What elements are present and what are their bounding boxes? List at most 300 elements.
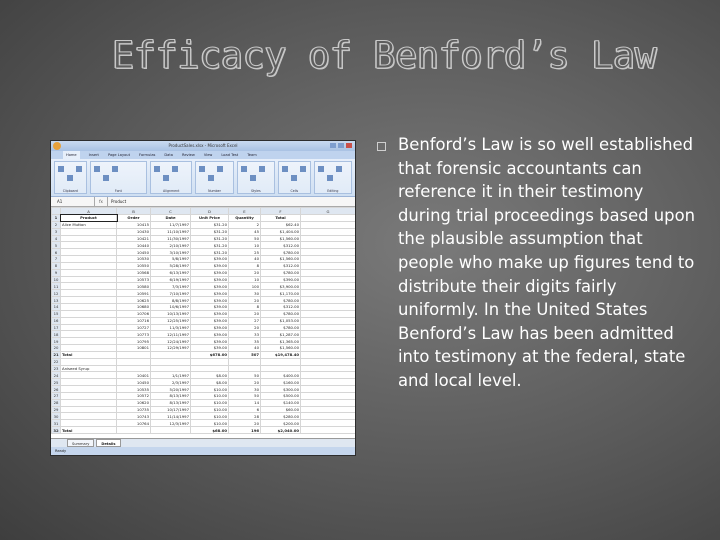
table-cell: $8.00 — [191, 379, 229, 386]
table-cell — [229, 358, 261, 365]
ribbon-command-icon — [300, 166, 306, 172]
table-cell — [301, 269, 356, 276]
column-header: A — [61, 208, 117, 215]
row-header: 30 — [52, 413, 61, 420]
table-cell: $39.00 — [191, 331, 229, 338]
table-cell: Product — [61, 215, 117, 222]
table-cell: $312.00 — [261, 262, 301, 269]
table-cell — [61, 420, 117, 427]
table-cell: 10572 — [117, 392, 151, 399]
table-row — [52, 345, 356, 352]
table-cell: $1,404.00 — [261, 228, 301, 235]
table-cell: 10530 — [117, 256, 151, 263]
ribbon-tab-load-test: Load Test — [221, 153, 239, 157]
table-cell — [61, 413, 117, 420]
table-cell: 10573 — [117, 276, 151, 283]
minimize-icon — [330, 143, 336, 148]
table-cell — [301, 338, 356, 345]
table-cell: 507 — [229, 351, 261, 358]
ribbon-command-icon — [208, 175, 214, 181]
table-cell — [301, 310, 356, 317]
name-box: A1 — [51, 197, 95, 206]
table-cell — [61, 310, 117, 317]
table-cell — [61, 331, 117, 338]
table-cell: $39.00 — [191, 276, 229, 283]
table-cell: $68.00 — [191, 427, 229, 434]
formula-value: Product — [111, 199, 127, 204]
ribbon-command-icon — [172, 166, 178, 172]
ribbon-group-cells — [278, 161, 311, 194]
table-cell: $10.00 — [191, 413, 229, 420]
table-cell: Alice Mutton — [61, 221, 117, 228]
table-cell: 2/3/1997 — [151, 379, 191, 386]
table-cell: 10620 — [117, 399, 151, 406]
ribbon-group-editing — [314, 161, 352, 194]
table-row — [52, 310, 356, 317]
table-cell: 10727 — [117, 324, 151, 331]
table-cell: 5/28/1997 — [151, 262, 191, 269]
table-cell: $3,900.00 — [261, 283, 301, 290]
table-cell: $140.00 — [261, 399, 301, 406]
table-cell: 10450 — [117, 249, 151, 256]
table-cell — [61, 297, 117, 304]
table-cell: 12/24/1997 — [151, 338, 191, 345]
table-cell: 11/30/1997 — [151, 235, 191, 242]
table-cell — [301, 420, 356, 427]
row-header: 7 — [52, 256, 61, 263]
table-row — [52, 406, 356, 413]
table-cell: 20 — [229, 269, 261, 276]
table-cell: $780.00 — [261, 269, 301, 276]
table-cell — [301, 249, 356, 256]
table-cell: Total — [61, 427, 117, 434]
table-cell — [301, 399, 356, 406]
table-cell: Quantity — [229, 215, 261, 222]
row-header: 18 — [52, 331, 61, 338]
table-cell — [301, 221, 356, 228]
table-cell: 6/19/1997 — [151, 276, 191, 283]
table-cell: $1,560.00 — [261, 256, 301, 263]
table-cell: 10625 — [117, 297, 151, 304]
table-cell: $39.00 — [191, 283, 229, 290]
table-cell: $39.00 — [191, 338, 229, 345]
table-cell — [301, 297, 356, 304]
table-row — [52, 262, 356, 269]
ribbon-group-number — [195, 161, 233, 194]
column-header: G — [301, 208, 356, 215]
status-bar: Ready — [51, 447, 355, 455]
row-header: 16 — [52, 317, 61, 324]
table-row — [52, 386, 356, 393]
row-header: 10 — [52, 276, 61, 283]
table-cell — [117, 365, 151, 372]
table-cell: 10421 — [117, 235, 151, 242]
table-row — [52, 399, 356, 406]
ribbon-group-label: Styles — [251, 189, 261, 193]
table-row — [52, 379, 356, 386]
table-cell: $39.00 — [191, 310, 229, 317]
ribbon-tab-insert: Insert — [88, 153, 99, 157]
ribbon-tab-formulas: Formulas — [139, 153, 156, 157]
table-cell: 10550 — [117, 262, 151, 269]
table-cell: 10 — [229, 242, 261, 249]
table-cell: $780.00 — [261, 310, 301, 317]
row-header: 9 — [52, 269, 61, 276]
maximize-icon — [338, 143, 344, 148]
row-header: 19 — [52, 338, 61, 345]
table-cell — [301, 365, 356, 372]
table-cell: 40 — [229, 256, 261, 263]
table-cell — [301, 331, 356, 338]
table-row — [52, 413, 356, 420]
table-cell — [61, 386, 117, 393]
table-cell — [61, 276, 117, 283]
ribbon-tab-review: Review — [182, 153, 195, 157]
table-cell: 10450 — [117, 379, 151, 386]
table-row — [52, 317, 356, 324]
table-cell: 10680 — [117, 303, 151, 310]
table-cell — [261, 365, 301, 372]
table-cell — [61, 283, 117, 290]
ribbon-command-icon — [250, 175, 256, 181]
table-cell: Unit Price — [191, 215, 229, 222]
table-cell: 10415 — [117, 221, 151, 228]
table-row — [52, 324, 356, 331]
table-row — [52, 365, 356, 372]
ribbon — [51, 159, 355, 197]
ribbon-group-label: Font — [114, 189, 122, 193]
table-cell — [61, 242, 117, 249]
table-cell: 12/3/1997 — [151, 420, 191, 427]
column-header-row — [52, 208, 356, 215]
row-header: 8 — [52, 262, 61, 269]
table-cell — [301, 392, 356, 399]
table-cell — [301, 317, 356, 324]
table-cell — [117, 358, 151, 365]
row-header: 3 — [52, 228, 61, 235]
table-cell: 6 — [229, 406, 261, 413]
table-row — [52, 338, 356, 345]
table-cell — [301, 351, 356, 358]
table-cell: $19,478.40 — [261, 351, 301, 358]
ribbon-tabs — [51, 151, 355, 159]
table-cell: $60.00 — [261, 406, 301, 413]
table-cell: 10440 — [117, 242, 151, 249]
table-cell: $312.00 — [261, 303, 301, 310]
row-header: 21 — [53, 352, 59, 358]
table-cell — [61, 317, 117, 324]
table-cell: 33 — [229, 331, 261, 338]
table-cell: 10 — [229, 276, 261, 283]
table-cell: 8/8/1997 — [151, 297, 191, 304]
table-cell: 45 — [229, 228, 261, 235]
table-cell: 50 — [229, 372, 261, 379]
ribbon-tab-home: Home — [63, 151, 80, 159]
table-cell: 6/13/1997 — [151, 269, 191, 276]
table-cell: Total — [61, 351, 117, 358]
ribbon-group-label: Number — [208, 189, 221, 193]
ribbon-command-icon — [336, 166, 342, 172]
ribbon-command-icon — [241, 166, 247, 172]
table-cell: $8.00 — [191, 372, 229, 379]
table-row — [52, 256, 356, 263]
table-cell — [61, 269, 117, 276]
table-cell — [61, 290, 117, 297]
table-cell: 11/14/1997 — [151, 413, 191, 420]
table-row — [52, 392, 356, 399]
ribbon-command-icon — [199, 166, 205, 172]
ribbon-command-icon — [103, 175, 109, 181]
table-cell: $780.00 — [261, 297, 301, 304]
table-cell: 11/7/1997 — [151, 221, 191, 228]
table-cell: $160.00 — [261, 379, 301, 386]
ribbon-tab-team: Team — [247, 153, 257, 157]
slide-title: Efficacy of Benford’s Law — [112, 34, 657, 77]
table-cell: $62.40 — [261, 221, 301, 228]
table-row — [52, 297, 356, 304]
table-cell — [301, 242, 356, 249]
table-row — [52, 331, 356, 338]
table-cell: $31.20 — [191, 242, 229, 249]
table-cell: $31.20 — [191, 235, 229, 242]
table-cell: $10.00 — [191, 420, 229, 427]
table-cell: $31.20 — [191, 249, 229, 256]
ribbon-group-clipboard — [54, 161, 87, 194]
select-all-corner — [52, 208, 61, 215]
ribbon-group-alignment — [150, 161, 192, 194]
table-cell: 25 — [229, 249, 261, 256]
ribbon-group-label: Editing — [327, 189, 339, 193]
row-header: 24 — [52, 372, 61, 379]
table-cell: $1,053.00 — [261, 317, 301, 324]
table-cell: $300.00 — [261, 386, 301, 393]
ribbon-command-icon — [259, 166, 265, 172]
table-cell — [61, 358, 117, 365]
table-cell: $39.00 — [191, 256, 229, 263]
worksheet-grid — [51, 207, 356, 434]
ribbon-group-label: Cells — [290, 189, 299, 193]
table-cell: $1,365.00 — [261, 338, 301, 345]
table-cell: $31.20 — [191, 221, 229, 228]
row-header: 22 — [52, 358, 61, 365]
table-cell — [301, 386, 356, 393]
table-cell: 12/25/1997 — [151, 317, 191, 324]
row-header: 28 — [52, 399, 61, 406]
window-titlebar — [51, 141, 355, 151]
table-cell: 30 — [229, 386, 261, 393]
table-cell: Date — [151, 215, 191, 222]
table-cell — [61, 345, 117, 352]
table-cell: $39.00 — [191, 324, 229, 331]
table-cell — [117, 351, 151, 358]
table-row — [52, 358, 356, 365]
table-cell: 8 — [229, 262, 261, 269]
ribbon-group-label: Clipboard — [62, 189, 78, 193]
column-header: B — [117, 208, 151, 215]
ribbon-command-icon — [94, 166, 100, 172]
table-cell — [301, 228, 356, 235]
table-cell — [301, 276, 356, 283]
row-header: 32 — [53, 427, 59, 433]
table-cell — [301, 358, 356, 365]
table-row — [52, 303, 356, 310]
table-cell — [61, 324, 117, 331]
table-cell: 50 — [229, 392, 261, 399]
formula-bar — [51, 197, 355, 207]
table-cell — [301, 345, 356, 352]
table-cell: 10764 — [117, 420, 151, 427]
table-cell: 10735 — [117, 406, 151, 413]
table-cell — [301, 303, 356, 310]
table-cell — [301, 406, 356, 413]
sheet-tab-summary: Summary — [67, 439, 94, 447]
table-cell: 2 — [229, 221, 261, 228]
table-cell: $780.00 — [261, 249, 301, 256]
bullet-icon — [377, 142, 386, 151]
ribbon-command-icon — [58, 166, 64, 172]
row-header: 31 — [52, 420, 61, 427]
table-cell: $39.00 — [191, 269, 229, 276]
table-cell — [301, 324, 356, 331]
table-row — [52, 283, 356, 290]
table-cell: $31.20 — [191, 228, 229, 235]
row-header: 11 — [52, 283, 61, 290]
table-cell: 3/10/1997 — [151, 249, 191, 256]
table-cell: 12/29/1997 — [151, 345, 191, 352]
table-cell: 10401 — [117, 372, 151, 379]
table-cell — [151, 351, 191, 358]
table-cell: 7/10/1997 — [151, 290, 191, 297]
table-cell: 12/11/1997 — [151, 331, 191, 338]
table-cell: 11/3/1997 — [151, 324, 191, 331]
table-row — [52, 228, 356, 235]
row-header: 14 — [52, 303, 61, 310]
table-cell: 8 — [229, 303, 261, 310]
close-icon — [346, 143, 352, 148]
column-header: C — [151, 208, 191, 215]
table-cell — [151, 358, 191, 365]
fx-icon: fx — [95, 197, 108, 206]
table-cell: 20 — [229, 310, 261, 317]
table-cell: 10535 — [117, 386, 151, 393]
spreadsheet-screenshot — [50, 140, 356, 456]
table-row — [52, 242, 356, 249]
table-cell — [261, 358, 301, 365]
table-cell: $10.00 — [191, 386, 229, 393]
table-cell: $39.00 — [191, 345, 229, 352]
table-cell — [301, 413, 356, 420]
table-cell: $678.00 — [191, 351, 229, 358]
ribbon-tab-data: Data — [164, 153, 173, 157]
window-controls — [330, 143, 352, 148]
table-cell — [61, 256, 117, 263]
table-cell — [61, 303, 117, 310]
ribbon-group-label: Alignment — [163, 189, 180, 193]
ribbon-command-icon — [163, 175, 169, 181]
table-cell — [301, 427, 356, 434]
table-cell — [301, 379, 356, 386]
table-cell: 1/1/1997 — [151, 372, 191, 379]
table-cell — [301, 215, 356, 222]
table-row — [52, 290, 356, 297]
table-row — [52, 351, 356, 358]
ribbon-command-icon — [112, 166, 118, 172]
row-header: 17 — [52, 324, 61, 331]
table-cell: 10773 — [117, 331, 151, 338]
table-cell: 10580 — [117, 283, 151, 290]
table-cell: 8/13/1997 — [151, 399, 191, 406]
table-cell — [61, 392, 117, 399]
table-row — [52, 420, 356, 427]
table-cell — [191, 365, 229, 372]
table-cell: $280.00 — [261, 413, 301, 420]
table-cell: $312.00 — [261, 242, 301, 249]
table-cell: 8/13/1997 — [151, 392, 191, 399]
table-cell: 10716 — [117, 317, 151, 324]
row-header: 23 — [52, 365, 61, 372]
sheet-tab-details: Details — [96, 439, 120, 447]
table-cell: $39.00 — [191, 262, 229, 269]
row-header: 15 — [52, 310, 61, 317]
row-header: 20 — [52, 345, 61, 352]
table-cell — [61, 338, 117, 345]
table-cell: 2/10/1997 — [151, 242, 191, 249]
table-cell: Total — [261, 215, 301, 222]
table-row — [52, 221, 356, 228]
table-cell: 196 — [229, 427, 261, 434]
row-header: 4 — [52, 235, 61, 242]
column-header: F — [261, 208, 301, 215]
table-cell: 20 — [229, 297, 261, 304]
table-cell: $39.00 — [191, 303, 229, 310]
table-cell: 5/8/1997 — [151, 256, 191, 263]
table-cell — [61, 249, 117, 256]
table-cell: $1,560.00 — [261, 345, 301, 352]
table-cell: $1,560.00 — [261, 235, 301, 242]
table-cell: 14 — [229, 399, 261, 406]
table-cell: $200.00 — [261, 420, 301, 427]
row-header: 29 — [52, 406, 61, 413]
ribbon-command-icon — [217, 166, 223, 172]
table-cell: 20 — [229, 420, 261, 427]
table-cell — [151, 427, 191, 434]
table-cell: $1,287.00 — [261, 331, 301, 338]
ribbon-command-icon — [291, 175, 297, 181]
table-row — [52, 427, 356, 434]
table-cell — [229, 365, 261, 372]
ribbon-command-icon — [282, 166, 288, 172]
column-header: E — [229, 208, 261, 215]
ribbon-tab-page-layout: Page Layout — [107, 153, 130, 157]
table-cell: 30 — [229, 290, 261, 297]
table-cell — [61, 235, 117, 242]
table-cell: Aniseed Syrup — [61, 365, 117, 372]
ribbon-command-icon — [318, 166, 324, 172]
row-header: 25 — [52, 379, 61, 386]
column-header: D — [191, 208, 229, 215]
table-cell: 40 — [229, 345, 261, 352]
table-cell: $500.00 — [261, 392, 301, 399]
table-cell: 28 — [229, 413, 261, 420]
table-cell: $39.00 — [191, 317, 229, 324]
table-cell: $1,170.00 — [261, 290, 301, 297]
table-cell — [301, 372, 356, 379]
table-cell: 50 — [229, 235, 261, 242]
table-cell: 35 — [229, 338, 261, 345]
row-header: 12 — [52, 290, 61, 297]
table-cell — [301, 235, 356, 242]
table-cell — [151, 365, 191, 372]
